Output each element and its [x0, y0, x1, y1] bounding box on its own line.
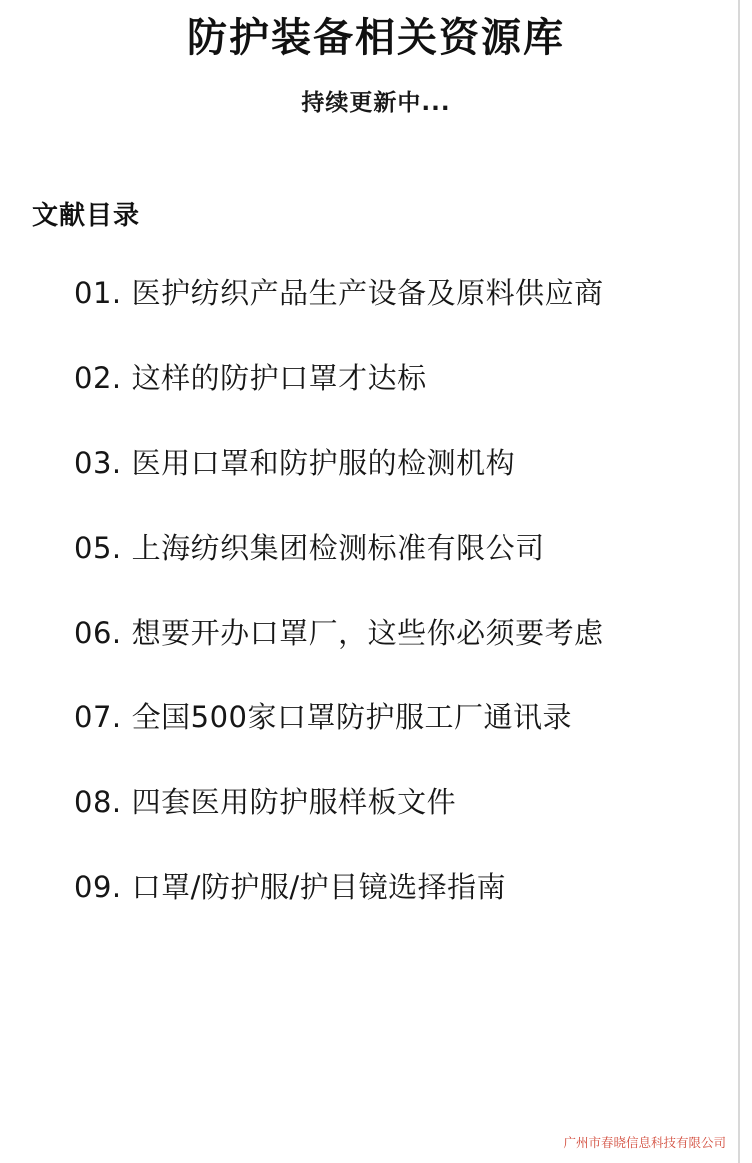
toc-item-label: 上海纺织集团检测标准有限公司 [131, 530, 545, 565]
page-title: 防护装备相关资源库 [187, 15, 565, 61]
toc-item-number: 02. [74, 360, 122, 395]
toc-item-number: 09. [74, 870, 122, 905]
list-item[interactable] [74, 787, 722, 819]
toc-item-label: 全国500家口罩防护服工厂通讯录 [131, 700, 572, 735]
list-item[interactable] [74, 278, 722, 310]
toc-item-label: 医护纺织产品生产设备及原料供应商 [131, 276, 604, 310]
page-subtitle: 持续更新中... [301, 90, 451, 116]
list-item[interactable] [74, 872, 722, 904]
toc-item-number: 03. [74, 445, 122, 480]
footer-company-note: 广州市春晓信息科技有限公司 [563, 1135, 726, 1150]
toc-item-label: 这样的防护口罩才达标 [131, 360, 427, 395]
list-item[interactable] [74, 530, 722, 565]
toc-item-number: 07. [74, 700, 122, 735]
toc-item-number: 01. [74, 276, 122, 310]
toc-item-label: 医用口罩和防护服的检测机构 [131, 445, 516, 480]
toc-item-number: 06. [74, 615, 122, 650]
section-heading-contents: 文献目录 [32, 201, 141, 231]
toc-item-label: 想要开办口罩厂，这些你必须要考虑 [131, 615, 604, 650]
list-item[interactable] [74, 360, 722, 395]
table-of-contents [30, 232, 722, 904]
list-item[interactable] [74, 702, 722, 734]
toc-item-label: 四套医用防护服样板文件 [131, 785, 457, 820]
list-item[interactable] [74, 615, 722, 650]
list-item[interactable] [74, 445, 722, 480]
page-edge-rule [738, 0, 740, 1163]
toc-item-number: 08. [74, 785, 122, 820]
toc-item-number: 05. [74, 530, 122, 565]
toc-item-label: 口罩/防护服/护目镜选择指南 [131, 870, 507, 905]
